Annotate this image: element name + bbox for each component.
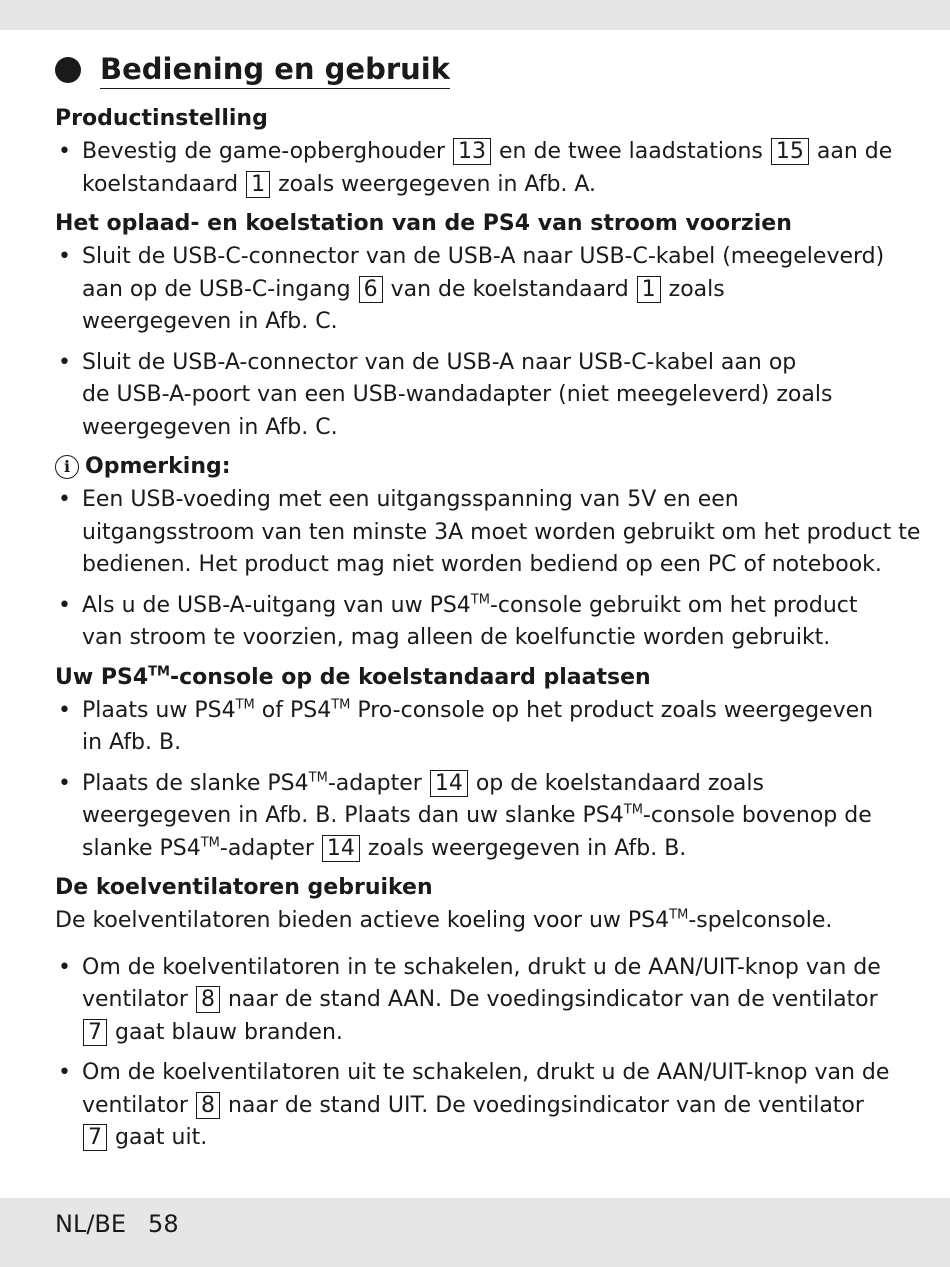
page-number: 58 [148,1210,179,1238]
subheading-console-plaatsen: Uw PS4™-console op de koelstandaard plaatsen [55,664,651,690]
page-content [55,48,921,1163]
part-reference: 1 [246,171,270,198]
info-icon: i [55,455,79,479]
list-item: • Sluit de USB-C-connector van de USB-A naar USB-C-kabel (meegeleverd) aan op de USB-C-ingang 6 van de koelstandaard 1 zoals weergegeven in Afb. C. [55,241,900,339]
footer-language: NL/BE [55,1210,127,1238]
section-heading [55,48,900,92]
list-item: • Plaats de slanke PS4™-adapter 14 op de koelstandaard zoals weergegeven in Afb. B. Plaats dan uw slanke PS4™-console bovenop de slanke PS4™-adapter 14 zoals weergegeven in Afb. B. [55,768,900,866]
list-item: • Om de koelventilatoren uit te schakelen, drukt u de AAN/UIT-knop van de ventilator 8 naar de stand UIT. De voedingsindicator van de ventilator 7 gaat uit. [55,1057,900,1155]
part-reference: 8 [196,986,220,1013]
part-reference: 8 [196,1092,220,1119]
list-item: • Als u de USB-A-uitgang van uw PS4™-console gebruikt om het product van stroom te voorzien, mag alleen de koelfunctie worden gebruikt. [55,590,900,655]
part-reference: 7 [83,1019,107,1046]
intro-paragraph: De koelventilatoren bieden actieve koeling voor uw PS4™-spelconsole. [55,907,833,933]
section-title: Bediening en gebruik [100,51,450,89]
part-reference: 14 [322,835,360,862]
list-item: • Sluit de USB-A-connector van de USB-A naar USB-C-kabel aan op de USB-A-poort van een USB-wandadapter (niet meegeleverd) zoals weergegeven in Afb. C. [55,347,900,445]
footer-label [55,1210,179,1238]
subheading-productinstelling: Productinstelling [55,106,268,131]
part-reference: 15 [771,138,809,165]
part-reference: 1 [637,276,661,303]
note-heading [55,452,900,482]
part-reference: 13 [453,138,491,165]
list-item: • Bevestig de game-opberghouder 13 en de twee laadstations 15 aan de koelstandaard 1 zoals weergegeven in Afb. A. [55,136,900,201]
list-item: • Om de koelventilatoren in te schakelen, drukt u de AAN/UIT-knop van de ventilator 8 naar de stand AAN. De voedingsindicator van de ventilator 7 gaat blauw branden. [55,952,900,1050]
part-reference: 14 [430,770,468,797]
list-item: • Een USB-voeding met een uitgangsspanning van 5V en een uitgangsstroom van ten minste 3A moet worden gebruikt om het product te bedienen. Het product mag niet worden bediend op een PC of notebook. [55,484,900,582]
part-reference: 7 [83,1124,107,1151]
top-margin-band [0,0,950,30]
subheading-stroom: Het oplaad- en koelstation van de PS4 van stroom voorzien [55,211,792,236]
subheading-koelventilatoren: De koelventilatoren gebruiken [55,875,433,900]
part-reference: 6 [359,276,383,303]
bullet-dot-icon [55,57,81,83]
list-item: • Plaats uw PS4™ of PS4™ Pro-console op het product zoals weergegeven in Afb. B. [55,695,900,760]
note-title: Opmerking: [85,454,231,479]
